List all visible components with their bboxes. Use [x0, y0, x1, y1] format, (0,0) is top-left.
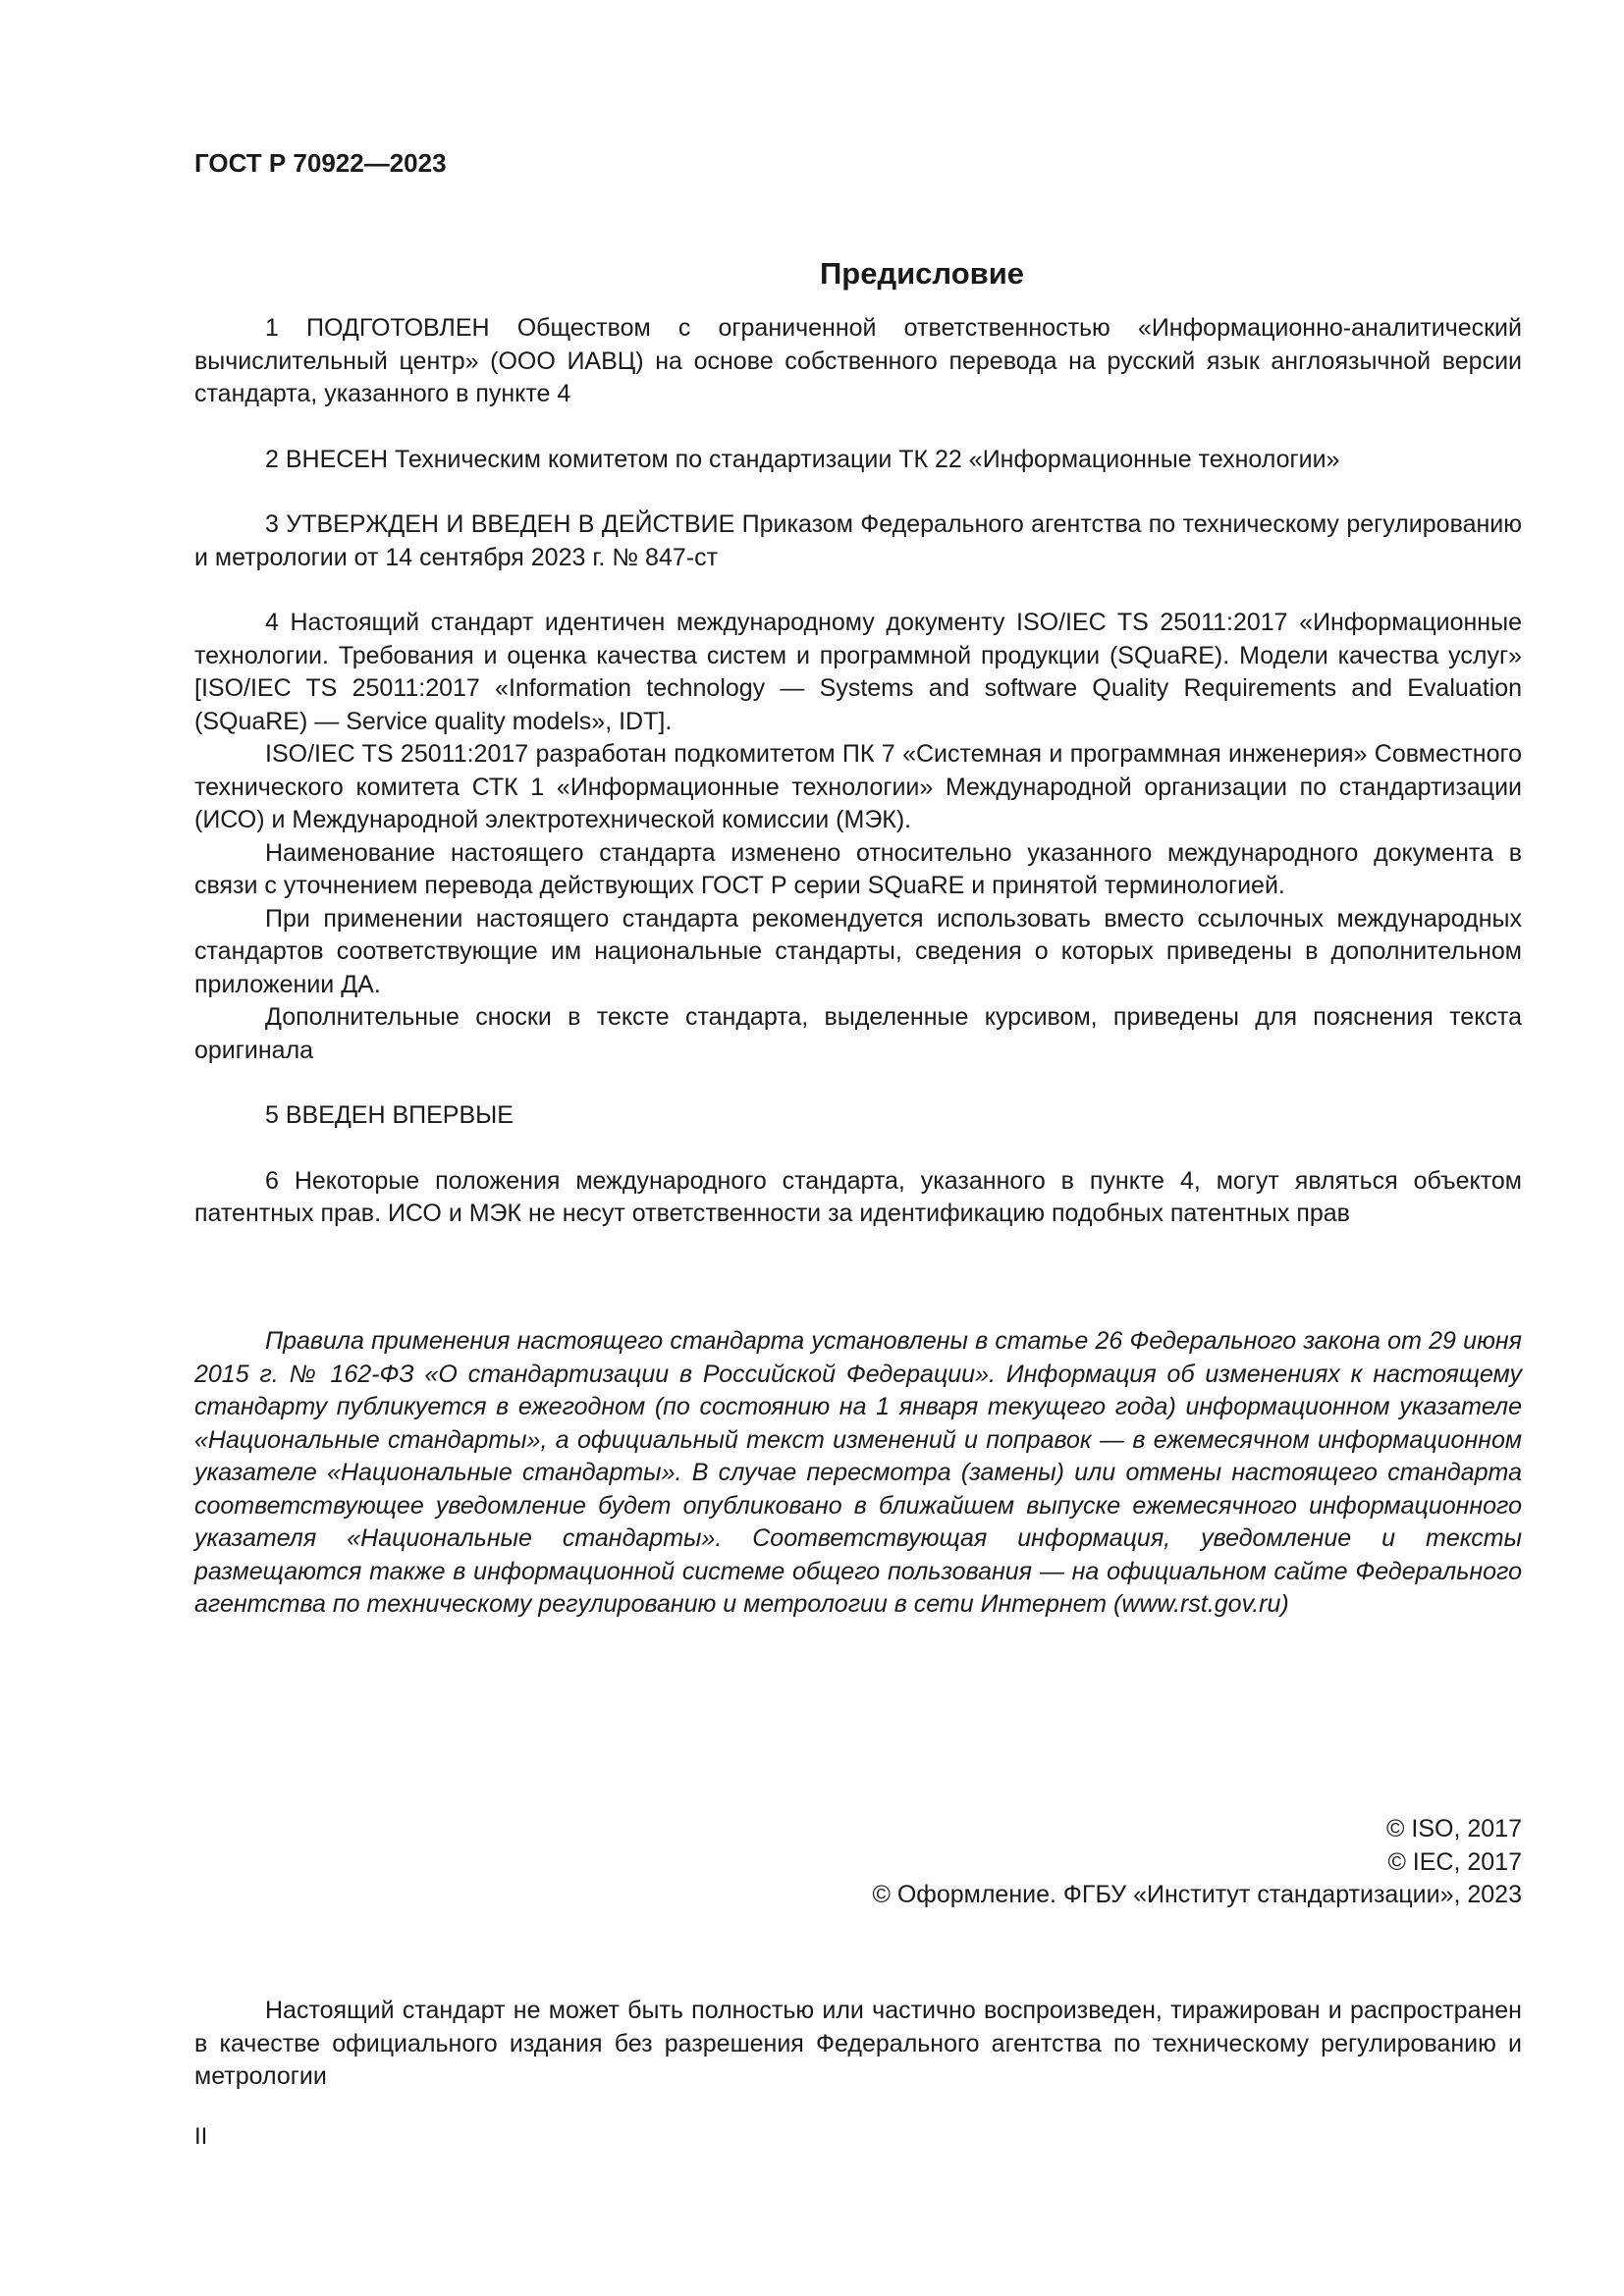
- copyright-iso: © ISO, 2017: [1386, 1815, 1522, 1842]
- copyright-block: [872, 1813, 1522, 1912]
- reproduction-notice: Настоящий стандарт не может быть полностью или частично воспроизведен, тиражирован и распространен в качестве официального издания без разрешения Федерального агентства по техническому регулированию и метрологии: [194, 1997, 1522, 2090]
- application-rules-notice: Правила применения настоящего стандарта установлены в статье 26 Федерального закона от 29 июня 2015 г. № 162-ФЗ «О стандартизации в Российской Федерации». Информация об изменениях к настоящему стандарту публикуется в ежегодном (по состоянию на 1 января текущего года) информационном указателе «Национальные стандарты», а официальный текст изменений и поправок — в ежемесячном информационном указателе «Национальные стандарты». В случае пересмотра (замены) или отмены настоящего стандарта соответствующее уведомление будет опубликовано в ближайшем выпуске ежемесячного информационного указателя «Национальные стандарты». Соответствующая информация, уведомление и тексты размещаются также в информационной системе общего пользования — на официальном сайте Федерального агентства по техническому регулированию и метрологии в сети Интернет (www.rst.gov.ru): [194, 1327, 1522, 1618]
- document-page: [194, 147, 1522, 2150]
- foreword-item-3: 3 УТВЕРЖДЕН И ВВЕДЕН В ДЕЙСТВИЕ Приказом Федерального агентства по техническому регулированию и метрологии от 14 сентября 2023 г. № 847-ст: [194, 510, 1522, 571]
- foreword-item-4-footnotes: Дополнительные сноски в тексте стандарта, выделенные курсивом, приведены для пояснения текста оригинала: [194, 1003, 1522, 1064]
- foreword-item-4-developer: ISO/IEC TS 25011:2017 разработан подкомитетом ПК 7 «Системная и программная инженерия» Совместного технического комитета СТК 1 «Информационные технологии» Международной организации по стандартизации (ИСО) и Международной электротехнической комиссии (МЭК).: [194, 740, 1522, 833]
- foreword-item-6: 6 Некоторые положения международного стандарта, указанного в пункте 4, могут являться объектом патентных прав. ИСО и МЭК не несут ответственности за идентификацию подобных патентных прав: [194, 1166, 1522, 1227]
- copyright-design: © Оформление. ФГБУ «Институт стандартизации», 2023: [872, 1881, 1522, 1908]
- document-code: ГОСТ Р 70922—2023: [194, 148, 447, 178]
- copyright-iec: © IEC, 2017: [1387, 1847, 1522, 1876]
- foreword-item-4: 4 Настоящий стандарт идентичен международному документу ISO/IEC TS 25011:2017 «Информационные технологии. Требования и оценка качества систем и программной продукции (SQuaRE). Модели качества услуг» [ISO/IEC TS 25011:2017 «Information technology — Systems and software Quality Requirements and Evaluation (SQuaRE) — Service quality models», IDT].: [194, 609, 1522, 735]
- foreword-item-1: 1 ПОДГОТОВЛЕН Обществом с ограниченной ответственностью «Информационно-аналитический вычислительный центр» (ООО ИАВЦ) на основе собственного перевода на русский язык англоязычной версии стандарта, указанного в пункте 4: [194, 314, 1522, 407]
- foreword-item-2: 2 ВНЕСЕН Техническим комитетом по стандартизации ТК 22 «Информационные технологии»: [265, 445, 1340, 473]
- foreword-item-4-references: При применении настоящего стандарта рекомендуется использовать вместо ссылочных международных стандартов соответствующие им национальные стандарты, сведения о которых приведены в дополнительном приложении ДА.: [194, 904, 1522, 998]
- foreword-item-5: 5 ВВЕДЕН ВПЕРВЫЕ: [265, 1101, 514, 1129]
- page-number: II: [194, 2123, 208, 2150]
- foreword-item-4-title-change: Наименование настоящего стандарта изменено относительно указанного международного документа в связи с уточнением перевода действующих ГОСТ Р серии SQuaRE и принятой терминологией.: [194, 838, 1522, 899]
- page-title: Предисловие: [819, 256, 1024, 291]
